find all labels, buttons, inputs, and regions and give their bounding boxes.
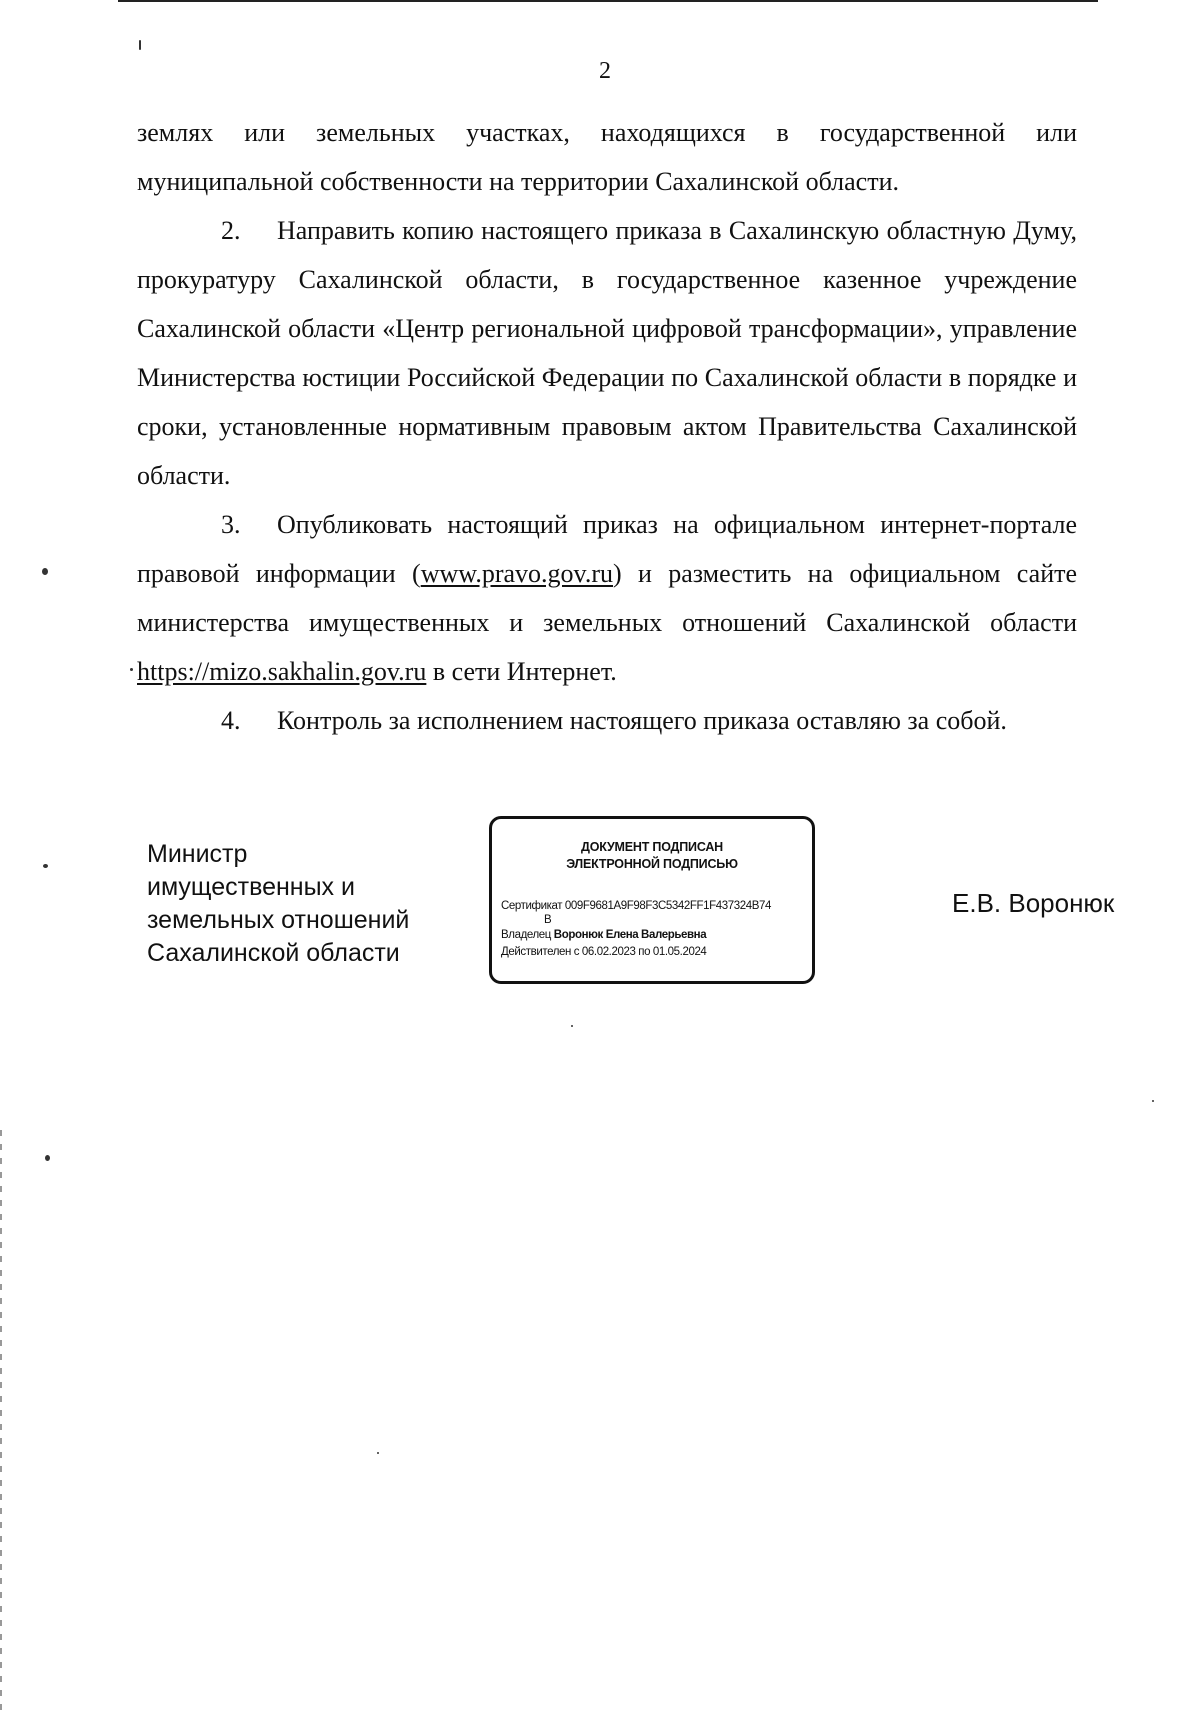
- paragraph-text: Контроль за исполнением настоящего приказа оставляю за собой.: [277, 706, 1007, 735]
- scan-speck: [1152, 1100, 1154, 1102]
- top-border-line: [118, 0, 1098, 2]
- scan-speck: [139, 40, 141, 50]
- position-line: Сахалинской области: [147, 939, 400, 967]
- document-body: [137, 108, 1077, 745]
- stamp-title: [492, 839, 812, 873]
- signatory-name: Е.В. Воронюк: [952, 888, 1115, 918]
- paragraph-1-continuation: [137, 108, 1077, 206]
- paragraph-2: [137, 206, 1077, 500]
- electronic-signature-stamp: [489, 816, 815, 984]
- paragraph-text: ) и разместить на официальном сайте министерства имущественных и земельных отношений Сахалинской области: [137, 559, 1078, 637]
- scan-speck: [130, 668, 133, 671]
- position-line: имущественных и: [147, 873, 355, 901]
- owner-value: Воронюк Елена Валерьевна: [553, 929, 707, 941]
- certificate-label: Сертификат: [501, 900, 563, 912]
- scan-speck: [42, 568, 48, 575]
- paragraph-4: [137, 696, 1077, 745]
- stamp-title-line: ЭЛЕКТРОННОЙ ПОДПИСЬЮ: [566, 857, 738, 871]
- stamp-owner: [501, 927, 812, 944]
- scan-speck: [571, 1025, 573, 1027]
- signatory-position: [147, 838, 409, 970]
- paragraph-number: 3.: [221, 510, 241, 539]
- scan-speck: [45, 1155, 50, 1161]
- paragraph-text: в сети Интернет.: [426, 657, 617, 686]
- scan-speck: [43, 864, 48, 868]
- paragraph-text: Направить копию настоящего приказа в Сахалинскую областную Думу, прокуратуру Сахалинской области, в государственное казенное учреждение Сахалинской области «Центр региональной цифровой трансформации», управление Министерства юстиции Российской Федерации по Сахалинской области в порядке и сроки, установленные нормативным правовым актом Правительства Сахалинской области.: [137, 216, 1077, 490]
- stamp-certificate: [501, 899, 812, 913]
- position-line: земельных отношений: [147, 906, 410, 934]
- scan-edge-line: [0, 1130, 2, 1710]
- mizo-sakhalin-link[interactable]: https://mizo.sakhalin.gov.ru: [137, 657, 427, 686]
- owner-label: Владелец: [501, 929, 551, 941]
- position-line: Министр: [147, 840, 248, 868]
- paragraph-number: 2.: [221, 216, 241, 245]
- certificate-value: 009F9681A9F98F3C5342FF1F437324B74: [564, 900, 772, 912]
- stamp-validity: Действителен с 06.02.2023 по 01.05.2024: [501, 946, 707, 958]
- page-number: 2: [599, 58, 611, 84]
- paragraph-number: 4.: [221, 706, 241, 735]
- paragraph-3: [137, 500, 1077, 696]
- scan-speck: [377, 1452, 379, 1454]
- pravo-gov-link[interactable]: www.pravo.gov.ru: [420, 559, 614, 588]
- certificate-value-continuation: B: [544, 914, 552, 926]
- paragraph-text: Опубликовать настоящий приказ на официальном интернет-портале правовой информации (: [137, 510, 1077, 588]
- paragraph-text: землях или земельных участках, находящихся в государственной или муниципальной собственности на территории Сахалинской области.: [137, 118, 1077, 196]
- stamp-title-line: ДОКУМЕНТ ПОДПИСАН: [580, 840, 724, 854]
